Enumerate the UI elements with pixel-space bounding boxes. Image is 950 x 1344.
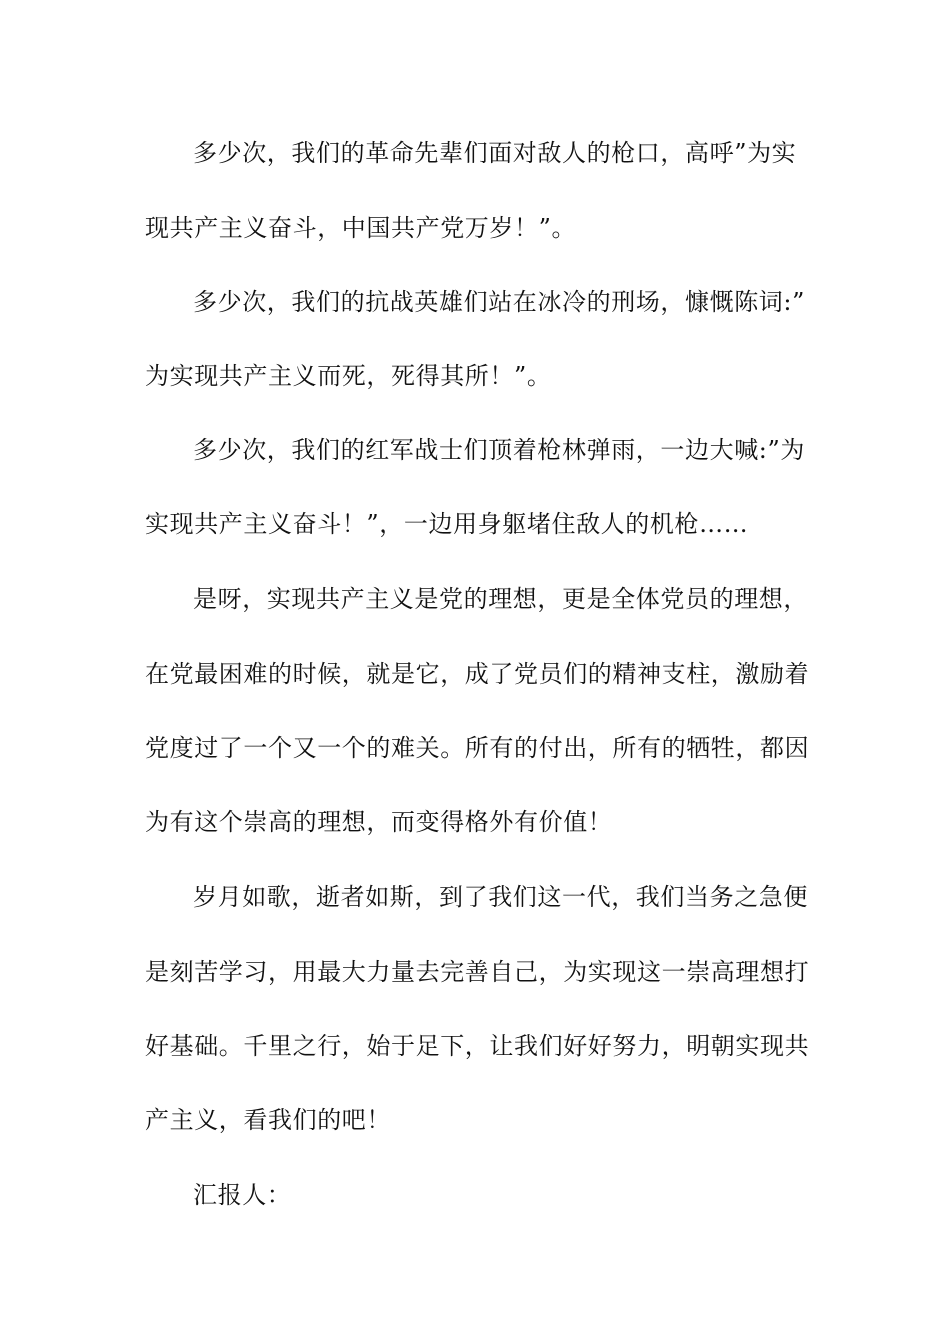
paragraph-3-line-2: 实现共产主义奋斗！”，一边用身躯堵住敌人的机枪…… [145, 510, 749, 538]
paragraph-2-line-1: 多少次，我们的抗战英雄们站在冰冷的刑场，慷慨陈词:” [193, 288, 805, 316]
paragraph-1-line-2: 现共产主义奋斗，中国共产党万岁！”。 [145, 214, 577, 242]
paragraph-1-line-1: 多少次，我们的革命先辈们面对敌人的枪口，高呼”为实 [193, 139, 797, 167]
paragraph-4-line-1: 是呀，实现共产主义是党的理想，更是全体党员的理想， [193, 585, 808, 613]
paragraph-5-line-1: 岁月如歌，逝者如斯，到了我们这一代，我们当务之急便 [193, 883, 808, 911]
paragraph-2-line-2: 为实现共产主义而死，死得其所！”。 [145, 362, 552, 390]
paragraph-5-line-3: 好基础。千里之行，始于足下，让我们好好努力，明朝实现共 [145, 1032, 810, 1060]
paragraph-5-line-4: 产主义，看我们的吧！ [145, 1106, 391, 1134]
paragraph-4-line-4: 为有这个崇高的理想，而变得格外有价值！ [145, 808, 613, 836]
paragraph-4-line-2: 在党最困难的时候，就是它，成了党员们的精神支柱，激励着 [145, 660, 810, 688]
paragraph-3-line-1: 多少次，我们的红军战士们顶着枪林弹雨，一边大喊:”为 [193, 436, 805, 464]
paragraph-5-line-2: 是刻苦学习，用最大力量去完善自己，为实现这一崇高理想打 [145, 958, 810, 986]
paragraph-4-line-3: 党度过了一个又一个的难关。所有的付出，所有的牺牲，都因 [145, 734, 810, 762]
reporter-label: 汇报人： [193, 1181, 292, 1209]
